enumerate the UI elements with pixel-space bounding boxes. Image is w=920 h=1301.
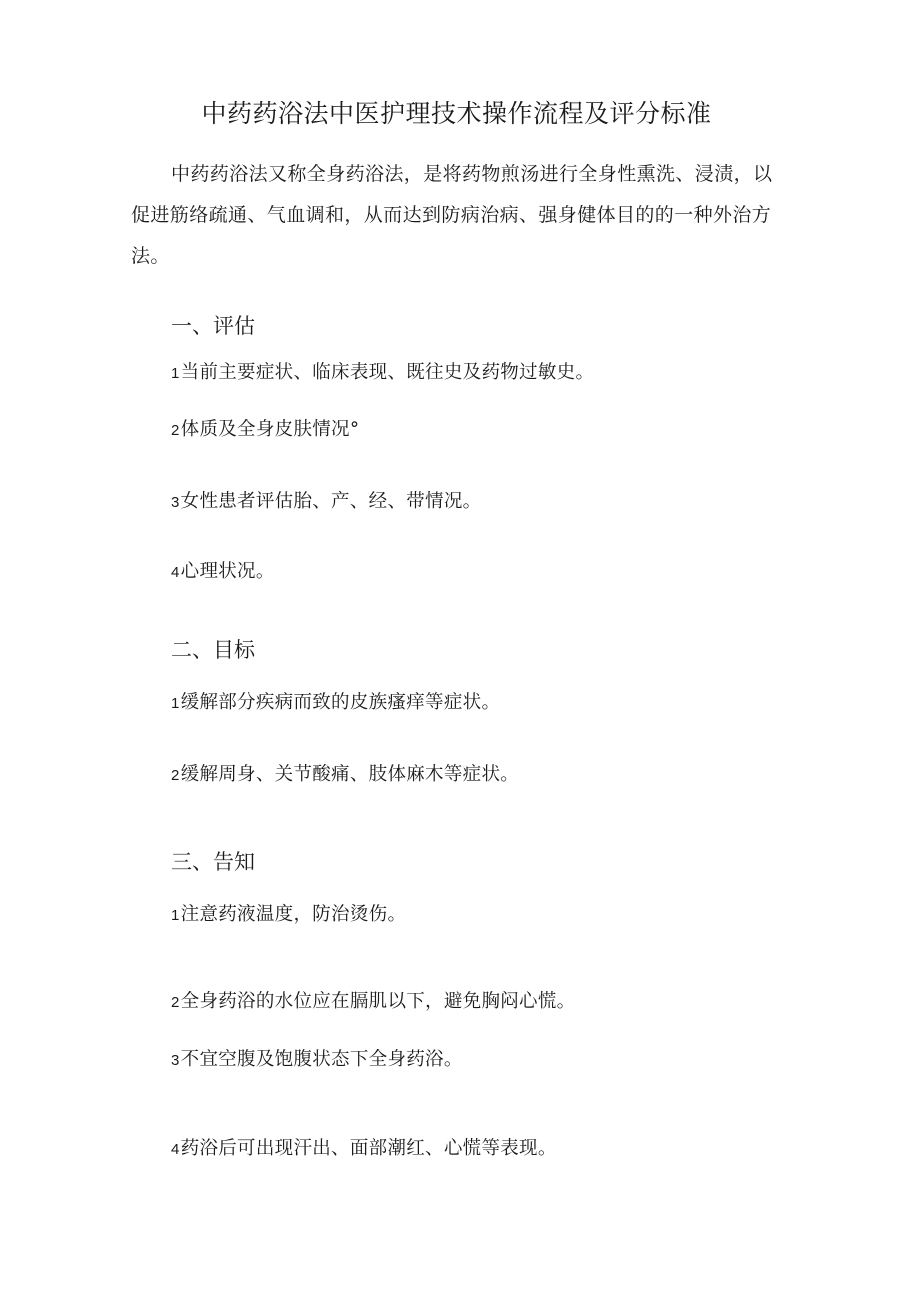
section-heading-notification: 三、告知 xyxy=(171,850,255,874)
item-number: 2 xyxy=(171,422,180,439)
list-item xyxy=(171,987,575,1013)
item-text: 注意药液温度，防治烫伤。 xyxy=(180,904,407,925)
item-text: 女性患者评估胎、产、经、带情况。 xyxy=(180,491,482,512)
list-item xyxy=(171,688,500,714)
list-item xyxy=(171,487,481,513)
intro-paragraph: 中药药浴法又称全身药浴法，是将药物煎汤进行全身性熏洗、浸渍，以促进筋络疏通、气血调和，从而达到防病治病、强身健体目的的一种外治方法。 xyxy=(131,163,773,267)
item-number: 1 xyxy=(171,365,180,382)
item-text: 缓解周身、关节酸痛、肢体麻木等症状。 xyxy=(180,764,520,785)
item-number: 2 xyxy=(171,767,180,784)
list-item xyxy=(171,1045,463,1071)
section-heading-goals: 二、目标 xyxy=(171,638,255,662)
item-number: 1 xyxy=(171,695,180,712)
item-number: 4 xyxy=(171,564,180,581)
list-item xyxy=(171,760,519,786)
item-text: 当前主要症状、临床表现、既往史及药物过敏史。 xyxy=(180,362,595,383)
list-item xyxy=(171,900,406,926)
item-number: 2 xyxy=(171,994,180,1011)
document-title: 中药药浴法中医护理技术操作流程及评分标准 xyxy=(201,99,712,128)
item-text: 心理状况。 xyxy=(180,561,275,582)
section-heading-assessment: 一、评估 xyxy=(171,314,255,338)
list-item xyxy=(171,358,594,384)
item-text: 不宜空腹及饱腹状态下全身药浴。 xyxy=(180,1049,463,1070)
item-text: 体质及全身皮肤情况° xyxy=(180,419,360,440)
item-text: 缓解部分疾病而致的皮族瘙痒等症状。 xyxy=(180,692,501,713)
list-item xyxy=(171,1134,557,1160)
item-number: 1 xyxy=(171,907,180,924)
item-number: 3 xyxy=(171,1052,180,1069)
item-number: 4 xyxy=(171,1141,180,1158)
item-text: 药浴后可出现汗出、面部潮红、心慌等表现。 xyxy=(180,1138,557,1159)
item-text: 全身药浴的水位应在膈肌以下，避免胸闷心慌。 xyxy=(180,991,576,1012)
item-number: 3 xyxy=(171,494,180,511)
list-item xyxy=(171,557,275,583)
list-item xyxy=(171,415,359,441)
